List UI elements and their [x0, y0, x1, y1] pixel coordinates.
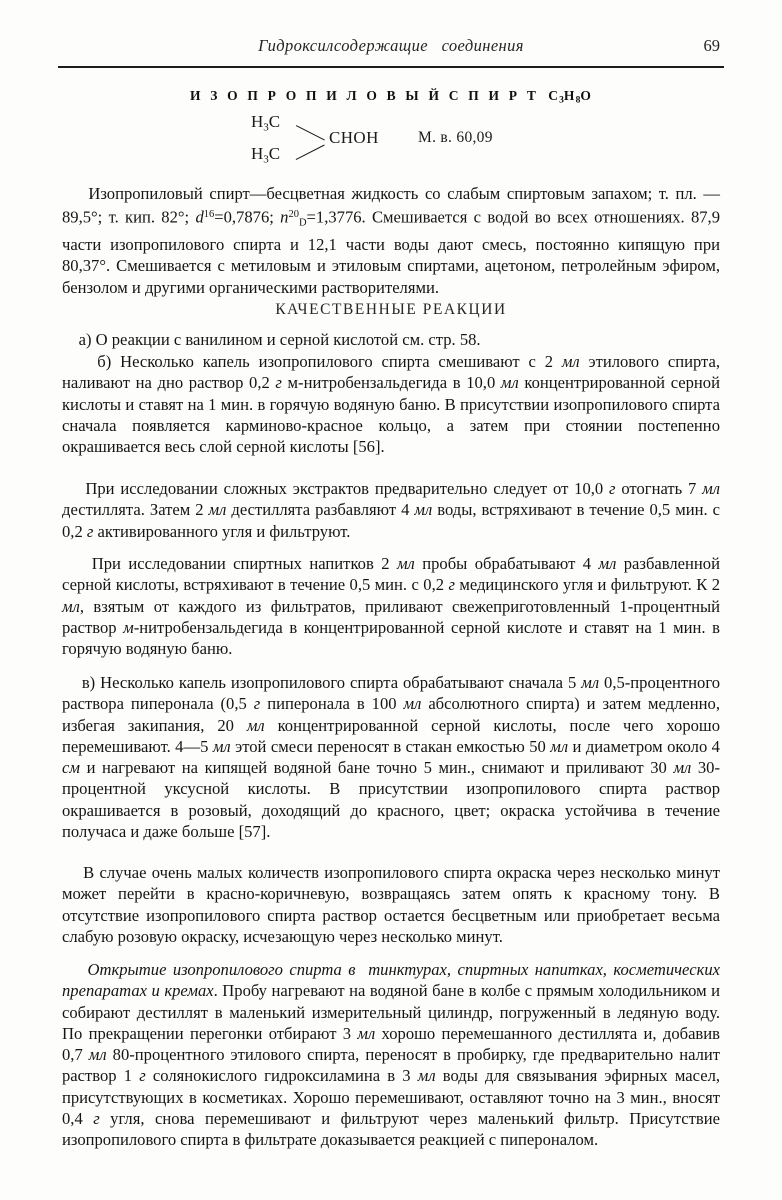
methyl-top-sub: 3: [263, 121, 269, 134]
compound-name: И З О П Р О П И Л О В Ы Й С П И Р Т: [189, 88, 540, 103]
para-drinks-text-5: , взятым от каждого из фильтратов, приливают свежеприготовленный 1-процентный раствор: [62, 596, 725, 637]
para-detection-text-5: воды для связывания эфирных масел, присутствующих в косметиках. Хорошо перемешивают, оставляют точно на 3 мин., вносят 0,4: [62, 1066, 725, 1129]
para-b-text-1: б) Несколько капель изопропилового спирта смешивают с 2: [62, 352, 562, 371]
unit-ml: мл: [673, 758, 692, 778]
unit-g: г: [609, 479, 616, 498]
methyl-top-h: H: [251, 112, 264, 131]
density-superscript: 16: [203, 209, 215, 221]
formula-c-count: 3: [559, 95, 564, 106]
para-v-text-7: и диаметром около 4: [568, 736, 725, 756]
unit-ml: мл: [208, 500, 227, 520]
para-detection-text-3: 80-процентного этилового спирта, переносят в пробирку, где предварительно налит раствор 1: [62, 1045, 725, 1086]
methyl-top-c: C: [268, 112, 281, 131]
intro-text-2: =0,7876;: [214, 207, 281, 227]
para-v-text-9: 30-процентной уксусной кислоты. В присутствии изопропилового спирта раствор окрашивается в розовый, доходящий до красного, цвет; окраска устойчива в течение получаса и даже больше [57].: [62, 758, 725, 842]
paragraph-v: [62, 672, 725, 842]
para-b-text-4: концентрированной серной кислоты и ставят на 1 мин. в горячую водяную баню. В присутствии изопропилового спирта сначала появляется карминово-красное кольцо, а затем при стоянии постепенно окрашивается весь слой серной кислоты [56].: [62, 373, 725, 457]
methyl-group-bottom: [251, 144, 280, 165]
paragraph-a: [62, 329, 720, 350]
intro-text-3: =1,3776. Смешивается с водой во всех отношениях. 87,9 части изопропилового спирта и 12,1 части воды дают смесь, постоянно кипящую при 80,37°. Смешивается с метиловым и этиловым спиртами, ацетоном, петролейным эфиром, бензолом и другими органическими растворителями.: [62, 207, 725, 297]
para-v-text-3: пиперонала в 100: [260, 694, 404, 714]
para-extracts-text-3: дестиллята. Затем 2: [62, 479, 725, 520]
para-small-text: В случае очень малых количеств изопропилового спирта окраска через несколько минут может перейти в красно-коричневую, возвращаясь затем опять к красному тону. В отсутствие изопропилового спирта раствор остается бесцветным или приобретает весьма слабую розовую окраску, исчезающую через несколько минут.: [62, 863, 725, 946]
unit-g: г: [448, 575, 455, 595]
para-drinks-text-3: разбавленной серной кислоты, встряхивают в течение 0,5 мин. с 0,2: [62, 554, 725, 595]
unit-ml: мл: [357, 1023, 376, 1043]
para-detection-text-1: . Пробу нагревают на водяной бане в колбе с прямым холодильником и собирают дестиллят в маленький измерительный цилиндр, погруженный в ледяную воду. По прекращении перегонки отбирают 3: [62, 981, 725, 1043]
section-heading-qualitative-reactions: КАЧЕСТВЕННЫЕ РЕАКЦИИ: [275, 301, 507, 318]
methyl-bottom-h: H: [251, 144, 264, 163]
para-extracts-text-1: При исследовании сложных экстрактов предварительно следует от 10,0: [62, 479, 610, 498]
header-rule: [58, 66, 724, 68]
paragraph-detection: [62, 959, 725, 1151]
running-head: [62, 36, 720, 62]
hydroxyl-core: CHOH: [329, 128, 379, 147]
para-v-text-5: концентрированной серной кислоты, после чего хорошо перемешивают. 4—5: [62, 715, 725, 756]
formula-o: O: [580, 88, 593, 103]
page-number: 69: [703, 36, 720, 55]
para-detection-text-4: солянокислого гидроксиламина в 3: [145, 1066, 418, 1086]
methyl-group-top: [251, 112, 280, 133]
unit-ml: мл: [403, 694, 422, 714]
unit-ml: мл: [62, 596, 80, 616]
unit-ml: мл: [88, 1045, 107, 1065]
para-extracts-text-5: воды, встряхивают в течение 0,5 мин. с 0,2: [62, 500, 725, 541]
refractive-index-subscript: D: [298, 217, 307, 229]
molecular-weight: М. в. 60,09: [418, 129, 493, 146]
unit-g: г: [253, 694, 261, 714]
para-drinks-text-1: При исследовании спиртных напитков 2: [62, 554, 397, 573]
refractive-index-superscript: 20: [288, 209, 299, 221]
para-drinks-text-6: -нитробензальдегида в концентрированной серной кислоте и ставят на 1 мин. в горячую водяную баню.: [62, 617, 725, 659]
intro-text-1: Изопропиловый спирт—бесцветная жидкость со слабым спиртовым запахом; т. пл. —89,5°; т. кип. 82°;: [62, 184, 720, 227]
para-extracts-text-6: активированного угля и фильтруют.: [93, 521, 351, 541]
meta-prefix: м: [123, 617, 134, 637]
unit-cm: см: [62, 758, 80, 778]
paragraph-small-quantities: [62, 862, 725, 947]
bond-line-upper: [296, 125, 325, 141]
para-extracts-text-2: отогнать 7: [615, 479, 703, 498]
refractive-index-symbol: n: [280, 207, 289, 227]
formula-h: H: [563, 88, 576, 103]
unit-ml: мл: [414, 500, 433, 520]
methyl-bottom-sub: 3: [263, 153, 269, 166]
para-b-text-3: м-нитробензальдегида в 10,0: [281, 373, 501, 393]
unit-ml: мл: [246, 715, 265, 735]
running-head-title: Гидроксилсодержащие соединения: [258, 36, 524, 55]
unit-ml: мл: [598, 554, 617, 573]
unit-ml: мл: [396, 554, 415, 573]
paragraph-complex-extracts: [62, 478, 725, 542]
para-detection-text-2: хорошо перемешанного дестиллята и, добавив 0,7: [62, 1023, 725, 1065]
unit-ml: мл: [702, 479, 720, 498]
para-drinks-text-2: пробы обрабатывают 4: [414, 554, 599, 573]
paragraph-a-text: а) О реакции с ванилином и серной кислотой см. стр. 58.: [62, 330, 481, 349]
unit-ml: мл: [500, 373, 519, 393]
para-v-text-4: абсолютного спирта) и затем медленно, избегая закипания, 20: [62, 694, 725, 735]
para-b-text-2: этилового спирта, наливают на дно раствор 0,2: [62, 352, 725, 393]
unit-g: г: [139, 1066, 146, 1086]
paragraph-alcoholic-drinks: [62, 553, 725, 659]
methyl-bottom-c: C: [268, 144, 281, 163]
para-v-text-6: этой смеси переносят в стакан емкостью 50: [230, 736, 551, 756]
para-drinks-text-4: медицинского угля и фильтруют. К 2: [454, 575, 725, 595]
para-v-text-8: и нагревают на кипящей водяной бане точно 5 мин., снимают и приливают 30: [79, 758, 674, 778]
paragraph-b: [62, 351, 725, 457]
para-v-text-2: 0,5-процентного раствора пиперонала (0,5: [62, 673, 725, 714]
bond-line-lower: [296, 145, 325, 161]
para-extracts-text-4: дестиллята разбавляют 4: [226, 500, 415, 520]
paragraph-intro: [62, 183, 725, 298]
para-v-text-1: в) Несколько капель изопропилового спирта обрабатывают сначала 5: [62, 673, 582, 692]
compound-title: [62, 88, 720, 106]
unit-g: г: [275, 373, 282, 393]
unit-g: г: [86, 521, 94, 541]
detection-heading: Открытие изопропилового спирта в тинктурах, спиртных напитках, косметических препаратах и кремах: [62, 960, 725, 1001]
unit-ml: мл: [561, 352, 580, 371]
unit-g: г: [93, 1109, 100, 1129]
formula-h-count: 8: [575, 95, 581, 106]
para-detection-text-6: угля, снова перемешивают и фильтруют через маленький фильтр. Присутствие изопропилового спирта в фильтрате доказывается реакцией с пипероналом.: [62, 1109, 725, 1150]
structural-formula: [0, 112, 782, 170]
density-symbol: d: [195, 207, 204, 227]
formula-c: C: [548, 88, 560, 103]
unit-ml: мл: [550, 736, 569, 756]
unit-ml: мл: [581, 673, 600, 692]
unit-ml: мл: [417, 1066, 436, 1086]
unit-ml: мл: [212, 736, 231, 756]
